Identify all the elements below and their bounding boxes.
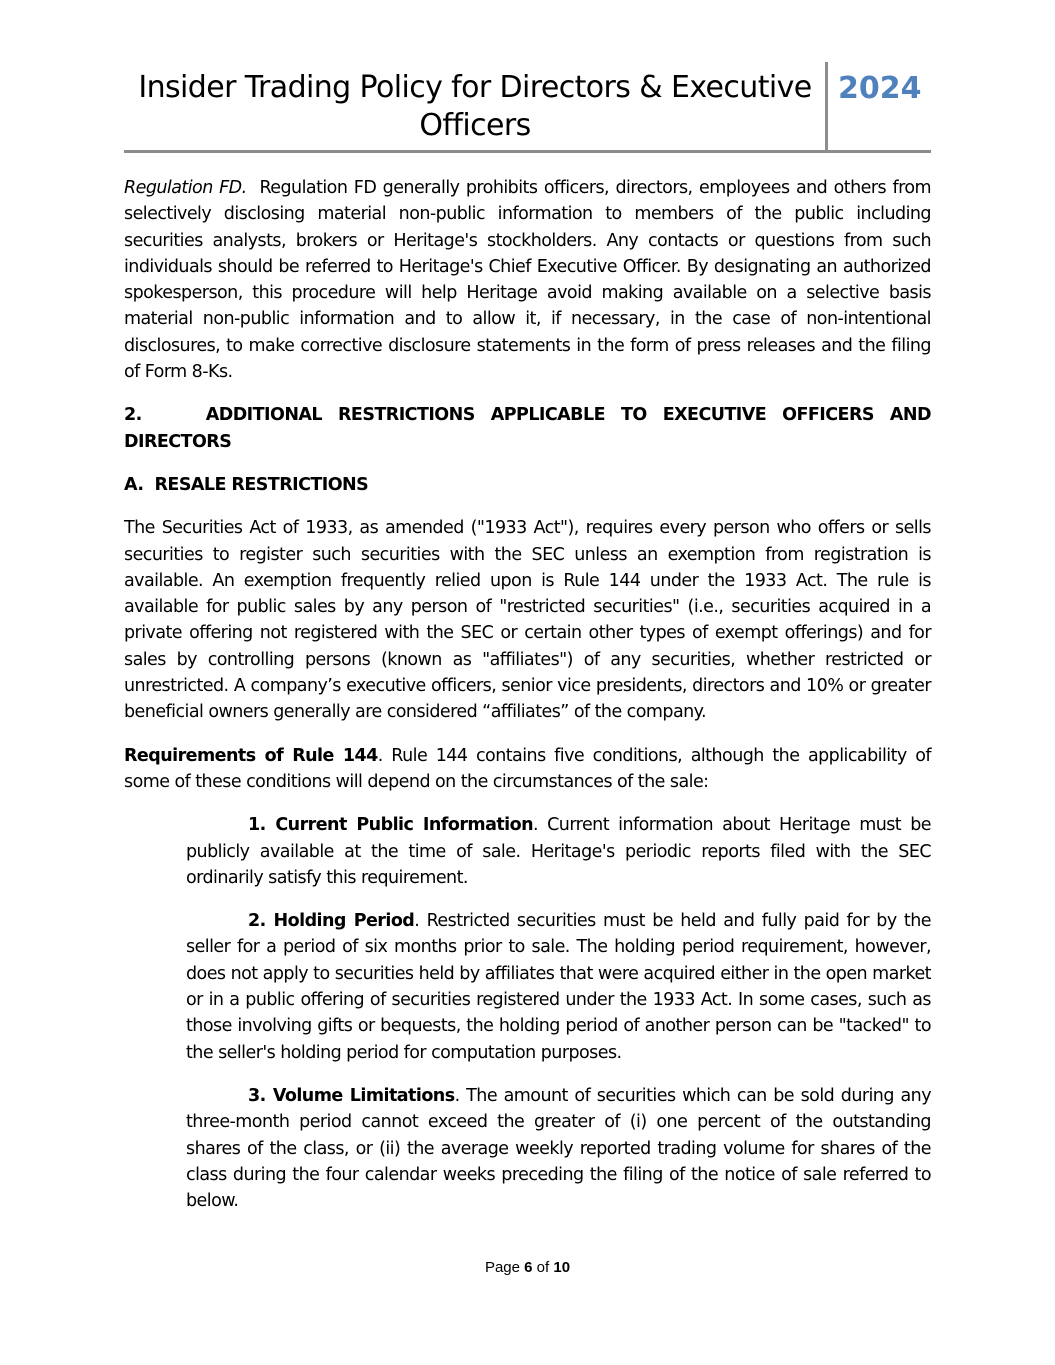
header-divider [825,62,828,150]
condition-holding-period [186,908,931,1066]
condition-3-text: . The amount of securities which can be sold during any three-month period cannot exceed the greater of (i) one percent of the outstanding shares of the class, or (ii) the average weekly reported trading volume for shares of the class during the four calendar weeks preceding the filing of the notice of sale referred to below. [186,1085,932,1212]
subsection-a-heading: A. RESALE RESTRICTIONS [124,474,369,495]
section-2-heading: 2. ADDITIONAL RESTRICTIONS APPLICABLE TO EXECUTIVE OFFICERS AND DIRECTORS [124,405,937,452]
regulation-fd-paragraph [124,175,931,385]
condition-2-label: 2. Holding Period [248,911,415,932]
condition-1-text: . Current information about Heritage must be publicly available at the time of sale. Heritage's periodic reports filed with the SEC ordinarily satisfy this requirement. [186,815,931,888]
page-number-total: 10 [553,1259,571,1276]
securities-act-paragraph: The Securities Act of 1933, as amended ("1933 Act"), requires every person who offers or sells securities to register such securities with the SEC unless an exemption from registration is available. An exemption frequently relied upon is Rule 144 under the 1933 Act. The rule is available for public sales by any person of "restricted securities" (i.e., securities acquired in a private offering not registered with the SEC or certain other types of exempt offerings) and for sales by controlling persons (known as "affiliates") of any securities, whether restricted or unrestricted. A company’s executive officers, senior vice presidents, directors and 10% or greater beneficial owners generally are considered “affiliates” of the company. [124,518,931,723]
condition-volume-limitations [186,1083,931,1214]
condition-current-public-information [186,812,931,891]
rule-144-label: Requirements of Rule 144 [124,745,378,766]
document-body [124,175,937,1231]
condition-2-text: . Restricted securities must be held and fully paid for by the seller for a period of six months prior to sale. The holding period requirement, however, does not apply to securities held by affiliates that were acquired either in the open market or in a public offering of securities registered under the 1933 Act. In some cases, such as those involving gifts or bequests, the holding period of another person can be "tacked" to the seller's holding period for computation purposes. [186,911,931,1063]
page-number-prefix: Page [484,1259,525,1276]
condition-3-label: 3. Volume Limitations [248,1085,455,1106]
page-header [124,62,931,153]
rule-144-paragraph [124,743,931,796]
rule-144-text: . Rule 144 contains five conditions, although the applicability of some of these conditions will depend on the circumstances of the sale: [124,745,932,792]
page-number-middle: of [532,1259,554,1276]
condition-1-label: 1. Current Public Information [248,815,534,836]
document-year: 2024 [838,71,922,106]
document-title: Insider Trading Policy for Directors & Executive Officers [138,70,812,143]
page-footer [0,1258,1055,1278]
page-number-current: 6 [524,1259,533,1276]
regulation-fd-text: Regulation FD generally prohibits officers, directors, employees and others from selectively disclosing material non-public information to members of the public including securities analysts, brokers or Heritage's stockholders. Any contacts or questions from such individuals should be referred to Heritage's Chief Executive Officer. By designating an authorized spokesperson, this procedure will help Heritage avoid making available on a selective basis material non-public information and to allow it, if necessary, in the case of non-intentional disclosures, to make corrective disclosure statements in the form of press releases and the filing of Form 8-Ks. [124,178,932,383]
regulation-fd-label: Regulation FD. [124,178,247,198]
